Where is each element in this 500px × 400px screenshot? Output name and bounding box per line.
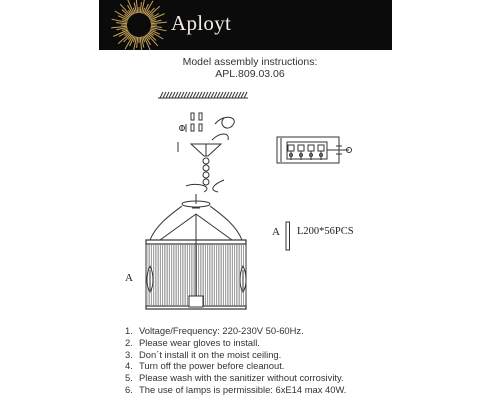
instruction-item: 3. Don´t install it on the moist ceiling. [125, 348, 282, 360]
frame-arms [150, 206, 242, 296]
canopy [178, 142, 221, 156]
ceiling-wires [215, 117, 234, 128]
part-code: L200*56PCS [297, 226, 354, 237]
document-title: Model assembly instructions: [182, 56, 318, 68]
ceiling-hatch [158, 92, 248, 98]
ceiling-wire-loop [212, 134, 228, 140]
bottom-finial [189, 296, 203, 307]
instruction-list [125, 325, 346, 396]
brand-name: Aployt [171, 11, 232, 35]
instruction-item: 1. Voltage/Frequency: 220-230V 50-60Hz. [125, 325, 304, 336]
glass-rod-part [286, 222, 290, 250]
terminal-block [277, 137, 352, 163]
top-ring [182, 194, 210, 208]
label-a-part: A [272, 226, 280, 238]
label-a-chandelier: A [125, 272, 133, 284]
chain [186, 158, 224, 192]
instruction-item: 4. Turn off the power before cleanout. [125, 360, 285, 372]
assembly-diagram [0, 80, 500, 320]
mounting-screws [180, 113, 203, 132]
instruction-item: 6. The use of lamps is permissible: 6xE14 max 40W. [125, 383, 347, 395]
model-number: APL.809.03.06 [215, 68, 285, 80]
instruction-item: 5. Please wash with the sanitizer without corrosivity. [125, 372, 344, 384]
instruction-item: 2. Please wear gloves to install. [125, 336, 260, 348]
sun-burst-icon [99, 0, 179, 50]
candle-socket-right [240, 266, 246, 292]
brand-banner [99, 0, 392, 50]
